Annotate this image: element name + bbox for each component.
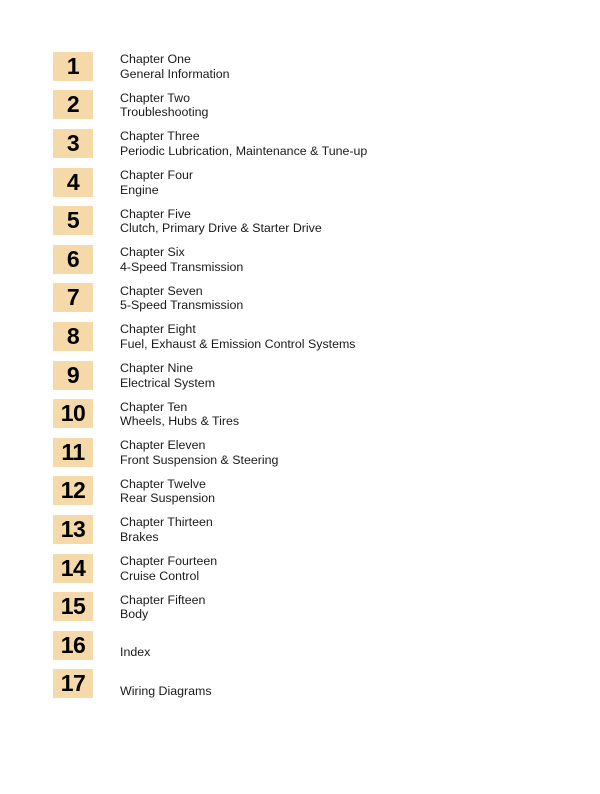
chapter-text bbox=[120, 476, 215, 506]
toc-entry[interactable] bbox=[53, 665, 573, 704]
chapter-number-tab[interactable]: 17 bbox=[53, 669, 93, 698]
toc-entry[interactable] bbox=[53, 433, 573, 472]
toc-entry[interactable] bbox=[53, 472, 573, 511]
toc-entry[interactable] bbox=[53, 124, 573, 163]
chapter-text bbox=[120, 128, 367, 158]
chapter-label: Chapter Thirteen bbox=[120, 515, 213, 530]
chapter-text bbox=[120, 437, 278, 467]
chapter-title[interactable]: Wiring Diagrams bbox=[120, 683, 212, 698]
chapter-title[interactable]: Index bbox=[120, 644, 151, 659]
chapter-number-tab[interactable]: 10 bbox=[53, 399, 93, 428]
chapter-title[interactable]: Body bbox=[120, 607, 149, 622]
toc-entry[interactable] bbox=[53, 510, 573, 549]
chapter-title[interactable]: 4-Speed Transmission bbox=[120, 259, 244, 274]
toc-entry[interactable] bbox=[53, 86, 573, 125]
toc-entry[interactable] bbox=[53, 317, 573, 356]
chapter-text bbox=[120, 206, 322, 236]
chapter-number-tab[interactable]: 2 bbox=[53, 90, 93, 119]
chapter-title[interactable]: Periodic Lubrication, Maintenance & Tune-up bbox=[120, 143, 368, 158]
table-of-contents bbox=[53, 47, 573, 703]
chapter-text bbox=[120, 360, 215, 390]
chapter-label: Chapter Two bbox=[120, 90, 191, 105]
chapter-label: Chapter Twelve bbox=[120, 476, 206, 491]
toc-entry[interactable] bbox=[53, 163, 573, 202]
chapter-label: Chapter Ten bbox=[120, 399, 188, 414]
chapter-number-tab[interactable]: 4 bbox=[53, 168, 93, 197]
chapter-title[interactable]: General Information bbox=[120, 66, 230, 81]
chapter-number-tab[interactable]: 11 bbox=[53, 438, 93, 467]
chapter-text bbox=[120, 167, 193, 197]
chapter-text bbox=[120, 90, 208, 120]
chapter-number-tab[interactable]: 12 bbox=[53, 476, 93, 505]
chapter-text bbox=[120, 592, 205, 622]
chapter-text bbox=[120, 321, 356, 351]
chapter-number-tab[interactable]: 6 bbox=[53, 245, 93, 274]
chapter-title[interactable]: Electrical System bbox=[120, 375, 216, 390]
chapter-label: Chapter Eleven bbox=[120, 438, 206, 453]
chapter-label: Chapter Six bbox=[120, 245, 185, 260]
chapter-title[interactable]: 5-Speed Transmission bbox=[120, 298, 244, 313]
chapter-text bbox=[120, 553, 217, 583]
chapter-title[interactable]: Brakes bbox=[120, 529, 159, 544]
chapter-title[interactable]: Wheels, Hubs & Tires bbox=[120, 414, 240, 429]
toc-entry[interactable] bbox=[53, 626, 573, 665]
chapter-number-tab[interactable]: 3 bbox=[53, 129, 93, 158]
toc-entry[interactable] bbox=[53, 240, 573, 279]
chapter-text bbox=[120, 244, 243, 274]
chapter-title[interactable]: Troubleshooting bbox=[120, 105, 209, 120]
toc-entry[interactable] bbox=[53, 587, 573, 626]
chapter-title[interactable]: Clutch, Primary Drive & Starter Drive bbox=[120, 221, 322, 236]
chapter-label: Chapter Four bbox=[120, 168, 194, 183]
chapter-title[interactable]: Rear Suspension bbox=[120, 491, 216, 506]
chapter-title[interactable]: Front Suspension & Steering bbox=[120, 452, 279, 467]
chapter-number-tab[interactable]: 1 bbox=[53, 52, 93, 81]
toc-entry[interactable] bbox=[53, 47, 573, 86]
chapter-number-tab[interactable]: 16 bbox=[53, 631, 93, 660]
chapter-text bbox=[120, 631, 150, 660]
chapter-title[interactable]: Cruise Control bbox=[120, 568, 200, 583]
chapter-label: Chapter One bbox=[120, 52, 191, 67]
chapter-number-tab[interactable]: 15 bbox=[53, 592, 93, 621]
chapter-number-tab[interactable]: 9 bbox=[53, 361, 93, 390]
chapter-label: Chapter Fourteen bbox=[120, 554, 218, 569]
chapter-label: Chapter Seven bbox=[120, 283, 203, 298]
chapter-label: Chapter Three bbox=[120, 129, 200, 144]
chapter-text bbox=[120, 670, 212, 699]
toc-entry[interactable] bbox=[53, 549, 573, 588]
chapter-text bbox=[120, 399, 239, 429]
chapter-number-tab[interactable]: 14 bbox=[53, 554, 93, 583]
chapter-title[interactable]: Engine bbox=[120, 182, 159, 197]
chapter-label: Chapter Nine bbox=[120, 361, 194, 376]
chapter-label: Chapter Fifteen bbox=[120, 592, 206, 607]
toc-entry[interactable] bbox=[53, 356, 573, 395]
toc-entry[interactable] bbox=[53, 201, 573, 240]
chapter-text bbox=[120, 514, 213, 544]
chapter-number-tab[interactable]: 7 bbox=[53, 283, 93, 312]
chapter-label: Chapter Eight bbox=[120, 322, 196, 337]
chapter-number-tab[interactable]: 13 bbox=[53, 515, 93, 544]
toc-entry[interactable] bbox=[53, 279, 573, 318]
chapter-number-tab[interactable]: 5 bbox=[53, 206, 93, 235]
chapter-text bbox=[120, 283, 243, 313]
chapter-label: Chapter Five bbox=[120, 206, 191, 221]
chapter-number-tab[interactable]: 8 bbox=[53, 322, 93, 351]
chapter-title[interactable]: Fuel, Exhaust & Emission Control Systems bbox=[120, 336, 356, 351]
toc-entry[interactable] bbox=[53, 394, 573, 433]
chapter-text bbox=[120, 51, 230, 81]
